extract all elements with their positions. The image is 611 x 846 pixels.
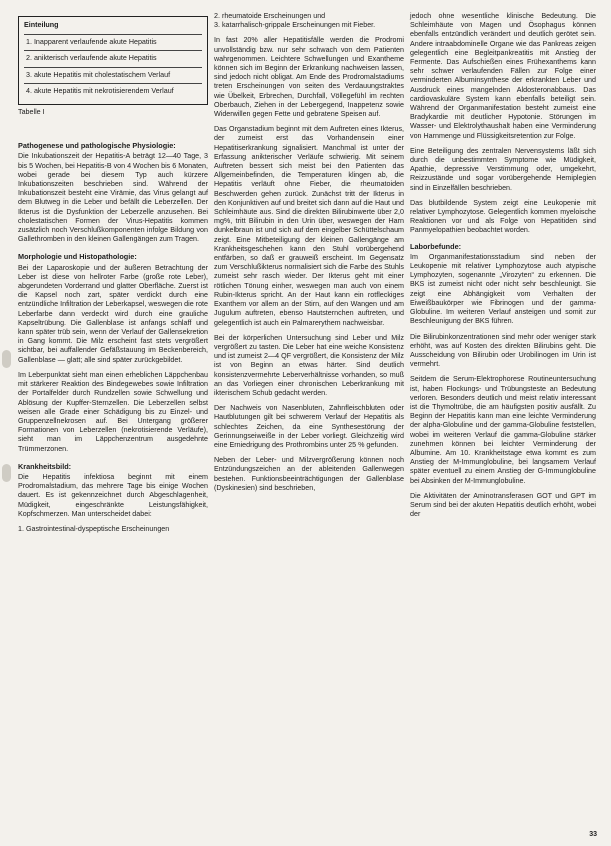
- box-item: 1. Inapparent verlaufende akute Hepatitis: [24, 34, 202, 50]
- box-item: 3. akute Hepatitis mit cholestatischem Verlauf: [24, 67, 202, 83]
- section-heading: Pathogenese und pathologische Physiologie:: [18, 141, 176, 151]
- paragraph: Das Organstadium beginnt mit dem Auftreten eines Ikterus, der zumeist erst das Vorhandensein einer Hepatitiserkrankung signalisiert. Manchmal ist unter der Erfassung anikterischer Verläufe schwierig. Mit seinem Auftreten bessert sich meist bei den Patienten das Allgemeinbefinden, die Temperaturen klingen ab, die Hepatitis verläuft ohne Fieber, die rheumatoiden Beschwerden gehen zurück. Zunächst tritt der Ikterus in den Konjunktiven auf und breitet sich dann auf die Haut und Schleimhäute aus. Sind die direkten Bilirubinwerte über 2,0 mg%, tritt Bilirubin in den Urin über, weswegen der Harn dunkelbraun ist und sich auf dem eingelber Schüttelschaum zeigt. Eine Mitbeteiligung der kleinen Gallengänge am Krankheitsgeschehen kann den Stuhl vorübergehend entfärben, so daß er grauweiß erscheint. Im Gegensatz zum Verschlußikterus normalisiert sich die Farbe des Stuhls zumeist sehr rasch wieder. Der Ikterus geht mit einer rötlichen Tönung einher, weswegen man auch von einem Rubin-Ikterus spricht. An der Haut kann ein rotfleckiges Exanthem vor allem an der Stirn, auf den Wangen und am Jugulum auftreten, ebenso Hautsternchen auftreten, und gelegentlich ist auch ein Palmarerythem nachweisbar.: [214, 125, 404, 327]
- paragraph: Der Nachweis von Nasenbluten, Zahnfleischbluten oder Hautblutungen gilt bei schwerem Verlauf der Hepatitis als schlechtes Zeichen, da eine Synthesestörung der Gerinnungseiweiße in der Leber vorliegt. Gleichzeitig wird eine Erniedrigung des Prothrombins unter 25 % gefunden.: [214, 404, 404, 449]
- paragraph: Die Bilirubinkonzentrationen sind mehr oder weniger stark erhöht, was auf Kosten des direkten Bilirubins geht. Die Ausscheidung von Bilirubin oder Urobilinogen im Urin ist vermehrt.: [410, 332, 596, 369]
- section-morphologie: [18, 252, 208, 453]
- box-item: 2. anikterisch verlaufende akute Hepatitis: [24, 50, 202, 66]
- paragraph: Im Organmanifestationsstadium sind neben der Leukopenie mit relativer Lymphozytose auch atypische Lymphozyten, sogenannte „Virozyten“ zu erkennen. Die BKS ist zumeist nicht oder nicht sehr beschleunigt. Sie zeigt eine Abhängigkeit vom Verhalten der Eiweißbaukörper wie Fibrinogen und der gamma-Globuline. Im weiteren Verlauf ansteigen und somit zur Beschleunigung der BKS führen.: [410, 252, 596, 326]
- section-pathogenese: [18, 141, 208, 244]
- paragraph: Das blutbildende System zeigt eine Leukopenie mit relativer Lymphozytose. Gelegentlich kommen myeloische Reaktionen vor und als Folge von Hepatitiden sind Panmyelopathien beobachtet worden.: [410, 198, 596, 235]
- paragraph: Die Hepatitis infektiosa beginnt mit einem Prodromalstadium, das mehrere Tage bis einige Wochen dauert. Es ist gekennzeichnet durch Abgeschlagenheit, Müdigkeit, eingeschränkte Leistungsfähigkeit, Kopfschmerzen. Man unterscheidet dabei:: [18, 472, 208, 518]
- punch-hole-mark: [2, 350, 11, 368]
- paragraph: Neben der Leber- und Milzvergrößerung können noch Entzündungszeichen an der ableitenden Gallenwegen bestehen. Funktionsbeeinträchtigungen der Gallenblase (Dyskinesien) sind beschrieben,: [214, 456, 404, 492]
- list-item: 1. Gastrointestinal-dyspeptische Erscheinungen: [18, 524, 170, 533]
- paragraph: Bei der Laparoskopie und der äußeren Betrachtung der Leber ist diese von hellroter Farbe (große rote Leber), abgerundeten Vorderrand und glatter Oberfläche. Zuerst ist die Kapsel noch zart, später verdickt durch eine entzündliche Infiltration der Leberkapsel, weswegen die rote Leberfarbe dann verdeckt wird durch eine grauliche Kapseltrübung. Die Gallenblase ist anfangs schlaff und kann später trüb sein, wenn der Verlauf der Gallensekretion in Gang kommt. Die Milz erscheint fast stets vergrößert sichtbar, bei auffallender Gefäßstauung im Beckenbereich, Gallenblase — glatt; alle sind später zurückgebildet.: [18, 263, 208, 364]
- paragraph: Die Inkubationszeit der Hepatitis-A beträgt 12—40 Tage, 3 bis 5 Wochen, bei Hepatitis-B von 4 Wochen bis 6 Monaten, wobei gerade bei diesem Typ auch kürzere Inkubationszeiten beschrieben sind. Während der Inkubationszeit besteht eine Virämie, das Virus gelangt auf dem Blutweg in die Leber und befällt die Leberzellen. Der Ikterus ist die Dysfunktion der Leberzelle anzusehen. Bei cholestatischen Formen der Virus-Hepatitis kommen zusätzlich noch Verschlußkomponenten infolge Bildung von Gallethromben in den kleinen Gallengängen zum Tragen.: [18, 152, 208, 244]
- section-heading: Krankheitsbild:: [18, 461, 72, 471]
- paragraph: Eine Beteiligung des zentralen Nervensystems läßt sich durch die unbestimmten Symptome wie Müdigkeit, Apathie, depressive Verstimmung oder, umgekehrt, Reizzustände und sogar vorübergehende Hemiplegien sind in Einzelfällen beschrieben.: [410, 146, 596, 192]
- classification-box: [18, 16, 208, 105]
- paragraph: Bei der körperlichen Untersuchung sind Leber und Milz vergrößert zu tasten. Die Leber hat eine weiche Konsistenz und ist zumeist 2—4 QF vergrößert, die Konsistenz der Milz ist von Beginn an etwas härter. Sind deutlich konsistenzvermehrte Leberverhältnisse vorhanden, so muß an das Vorliegen einer chronischen Leberkrankung mit ikterischem Schub gedacht werden.: [214, 333, 404, 397]
- paragraph: jedoch ohne wesentliche klinische Bedeutung. Die Schleimhäute von Magen und Ösophagus können ebenfalls entzündlich verändert und deutlich gerötet sein. Andere intraabdominelle Organe wie das Pankreas zeigen gelegentlich eine Begleitpankreatitis mit Anstieg der Fermente. Das Aufschießen eines Frühexanthems kann sehr schwer verlaufenden Fällen zur Folge einer verminderten Albuminsynthese der erkrankten Leber und Ausdruck eines mangelnden Aldosteronabbaus. Das cardiovaskuläre System kann ebenfalls beteiligt sein. Während der Organmanifestation besteht zumeist eine Bradykardie mit deutlicher Hypotonie. Störungen im Wasser- und Elektrolythaushalt haben eine Verminderung von Harnmenge und Flüssigkeitsretention zur Folge.: [410, 12, 596, 140]
- paragraph: Seitdem die Serum-Elektrophorese Routineuntersuchung ist, haben Flockungs- und Trübungsteste an Bedeutung verloren. Besonders deutlich und meist relativ interessant ist die Thymoltrübe, die am häufigsten positiv ausfällt. Zu Beginn der Hepatitis kann man eine leichte Verminderung der alpha-Globuline und der gamma-Globuline feststellen, wobei im weiteren Verlauf die gamma-Globuline stärker zunehmen können bei leichter Verminderung der Albumine. Am 10. Krankheitstage etwa kommt es zum Anstieg der M-Immunglobuline, bei langsamem Verlauf später eventuell zu einem Anstieg der G-Immunglobuline bei Absinken der M-Immunglobuline.: [410, 375, 596, 485]
- paragraph: In fast 20% aller Hepatitisfälle werden die Prodromi unvollständig bzw. nur sehr schwach von dem Patienten wahrgenommen. Leichtere Schwellungen und Exantheme können sich im Beginn der Erkrankung nachweisen lassen, sind jedoch nicht obligat. Am Ende des Prodromalstadiums treten Erscheinungen von seiten des Verdauungstraktes wie Übelkeit, Erbrechen, Durchfall, Völlegefühl im rechten Oberbauch, Ziehen in der Lebergegend, Inappetenz sowie Widerwillen gegen Fette und gebratene Speisen auf.: [214, 36, 404, 119]
- column-2: [214, 12, 404, 499]
- table-caption: Tabelle I: [18, 108, 45, 117]
- section-heading: Laborbefunde:: [410, 241, 462, 251]
- box-item: 4. akute Hepatitis mit nekrotisierendem Verlauf: [24, 83, 202, 99]
- punch-hole-mark: [2, 464, 11, 482]
- box-title: Einteilung: [24, 21, 59, 29]
- section-heading: Morphologie und Histopathologie:: [18, 252, 137, 262]
- list-item: 3. katarrhalisch-grippale Erscheinungen mit Fieber.: [214, 21, 376, 30]
- paragraph: Die Aktivitäten der Aminotransferasen GOT und GPT im Serum sind bei der akuten Hepatitis deutlich erhöht, wobei der: [410, 491, 596, 519]
- paragraph: Im Leberpunktat sieht man einen erheblichen Läppchenbau mit stärkerer Reaktion des Bindegewebes sowie Infiltration der Portalfelder durch Rundzellen sowie Schwellung und Ablösung der Kupffer-Sternzellen. Die Leberzellen selbst weisen alle Grade einer Schädigung bis zu Einzel- und Gruppenzellnekrosen auf. Bei Untergang größerer Formationen von Leberzellen (nekrotisierende Verläufe), sieht man im Läppchenzentrum ausgedehnte Trümmerzonen.: [18, 370, 208, 453]
- list-item: 2. rheumatoide Erscheinungen und: [214, 12, 326, 20]
- column-3: [410, 12, 596, 525]
- prodrome-list: [214, 12, 404, 30]
- page-number: 33: [589, 831, 597, 838]
- section-krankheitsbild: [18, 462, 208, 534]
- column-1: [18, 12, 208, 542]
